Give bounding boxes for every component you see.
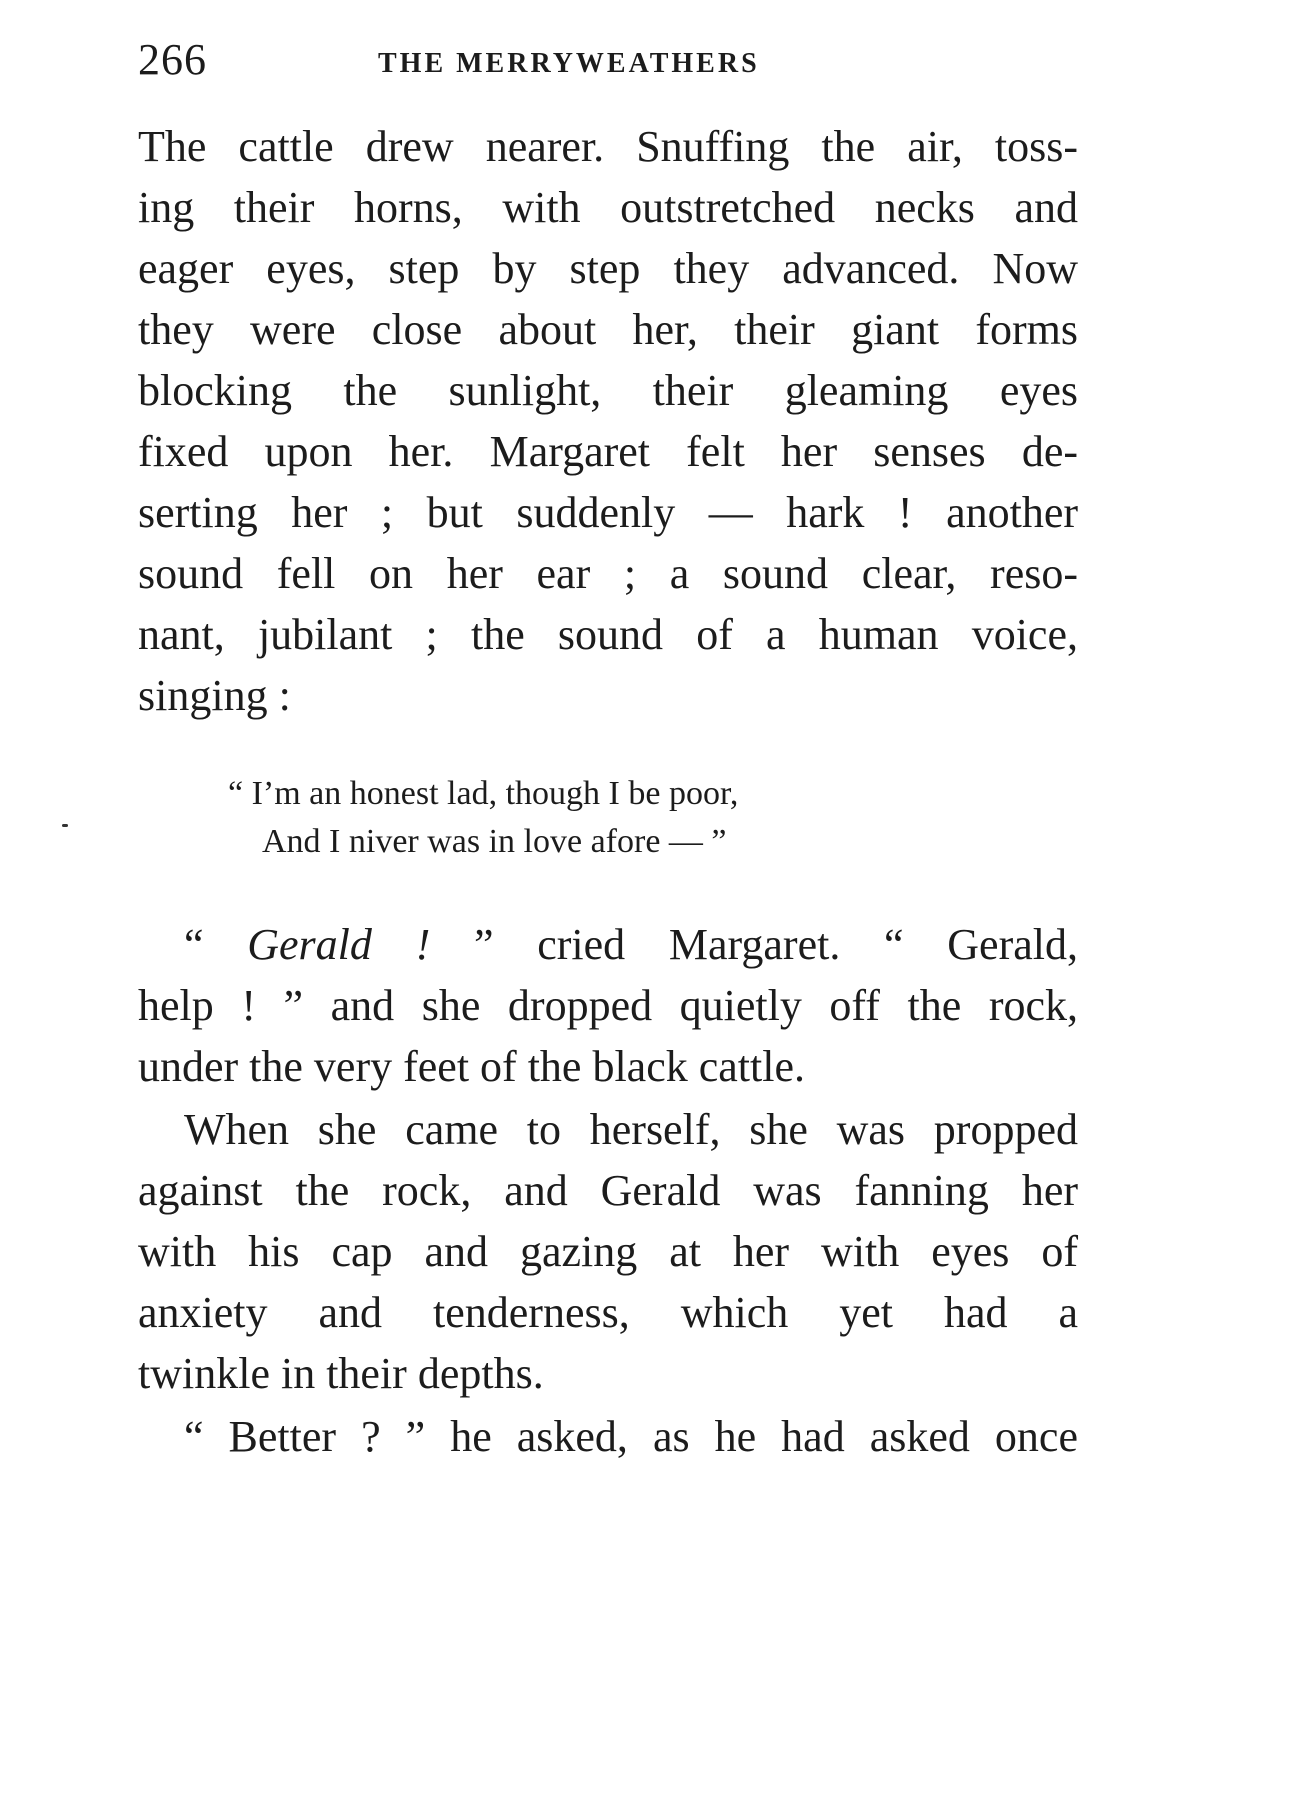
quote-mark: “	[184, 920, 204, 969]
text-line: nant, jubilant ; the sound of a human voice,	[138, 610, 1078, 659]
text-line: with his cap and gazing at her with eyes of	[138, 1227, 1078, 1276]
verse-line: “ I’m an honest lad, though I be poor,	[228, 775, 739, 812]
text-line: blocking the sunlight, their gleaming eyes	[138, 366, 1078, 415]
text-line: against the rock, and Gerald was fanning her	[138, 1166, 1078, 1215]
scan-fleck	[62, 824, 68, 827]
text-line: twinkle in their depths.	[138, 1349, 544, 1398]
text-line: fixed upon her. Margaret felt her senses de-	[138, 427, 1078, 476]
text-line: singing :	[138, 671, 291, 720]
page-header	[138, 34, 1078, 94]
text-line: eager eyes, step by step they advanced. Now	[138, 244, 1078, 293]
text-line: under the very feet of the black cattle.	[138, 1042, 806, 1091]
text-line: “ Better ? ” he asked, as he had asked once	[184, 1412, 1078, 1461]
page-number: 266	[138, 35, 207, 84]
text-line	[184, 918, 1078, 972]
verse-line: And I niver was in love afore — ”	[262, 823, 727, 860]
text-line: When she came to herself, she was propped	[184, 1105, 1078, 1154]
running-head: THE MERRYWEATHERS	[378, 48, 760, 79]
text-line: help ! ” and she dropped quietly off the rock,	[138, 981, 1078, 1030]
text-line: The cattle drew nearer. Snuffing the air, toss-	[138, 122, 1078, 171]
text-line: they were close about her, their giant forms	[138, 305, 1078, 354]
text-line: ing their horns, with outstretched necks and	[138, 183, 1078, 232]
text-line: anxiety and tenderness, which yet had a	[138, 1288, 1078, 1337]
italic-name: Gerald !	[203, 920, 474, 969]
text-span: ” cried Margaret. “ Gerald,	[473, 920, 1078, 969]
text-line: serting her ; but suddenly — hark ! another	[138, 488, 1078, 537]
text-line: sound fell on her ear ; a sound clear, reso-	[138, 549, 1078, 598]
